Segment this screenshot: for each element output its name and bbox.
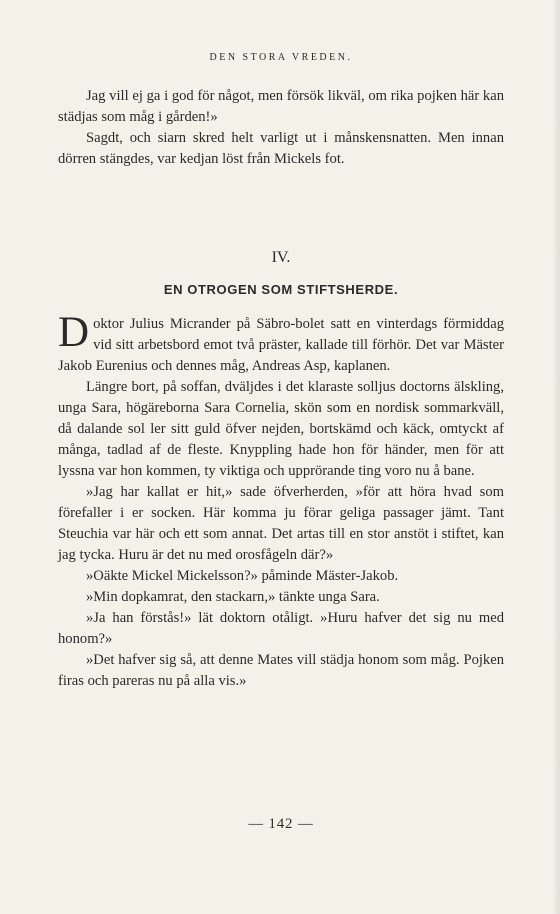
drop-cap: D (58, 309, 90, 356)
paragraph: Längre bort, på soffan, dväljdes i det klaraste solljus doctorns älskling, unga Sara, högäreborna Sara Cornelia, skön som en nordisk sommarkväll, då dalande sol ler sitt guld öfver nejden, bortskämd och käck, omtyckt af många, tadlad af de fleste. Knyppling hade hon för händer, men för att lyssna var hon kommen, ty viktiga och upprörande ting voro nu å bane. (58, 379, 504, 479)
paragraph: »Ja han förstås!» lät doktorn otåligt. »Huru hafver det sig nu med honom?» (58, 610, 504, 647)
paragraph-text: oktor Julius Micrander på Säbro-bolet satt en vinterdags förmiddag vid sitt arbetsbord emot två präster, kallade till förhör. Det var Mäster Jakob Eurenius och dennes måg, Andreas Asp, kaplanen. (58, 316, 504, 374)
opening-text (58, 86, 504, 170)
page-number: — 142 — (248, 816, 314, 832)
chapter-title: EN OTROGEN SOM STIFTSHERDE. (163, 282, 399, 297)
paragraph: »Det hafver sig så, att denne Mates vill städja honom som måg. Pojken firas och pareras nu på alla vis.» (58, 652, 504, 689)
book-page (58, 0, 504, 914)
page-edge-shadow (552, 0, 560, 914)
paragraph: Sagdt, och siarn skred helt varligt ut i månskensnatten. Men innan dörren stängdes, var kedjan löst från Mickels fot. (58, 130, 504, 167)
chapter-text (58, 309, 504, 692)
paragraph: »Jag har kallat er hit,» sade öfverherden, »för att höra hvad som förefaller i er socken. Här komma ju förar geliga passager jämt. Tant Steuchia var här och ett som annat. Det artas till en stor anstöt i stiftet, kan jag tycka. Huru är det nu med orosfågeln där?» (58, 484, 504, 563)
running-head: DEN STORA VREDEN. (209, 52, 353, 63)
paragraph: »Min dopkamrat, den stackarn,» tänkte unga Sara. (86, 589, 380, 605)
paragraph: Jag vill ej ga i god för något, men försök likväl, om rika pojken här kan städjas som måg i gården!» (58, 88, 504, 125)
chapter-number: IV. (271, 249, 291, 266)
paragraph: »Oäkte Mickel Mickelsson?» påminde Mäster-Jakob. (86, 568, 399, 584)
chapter-first-paragraph (58, 309, 504, 377)
